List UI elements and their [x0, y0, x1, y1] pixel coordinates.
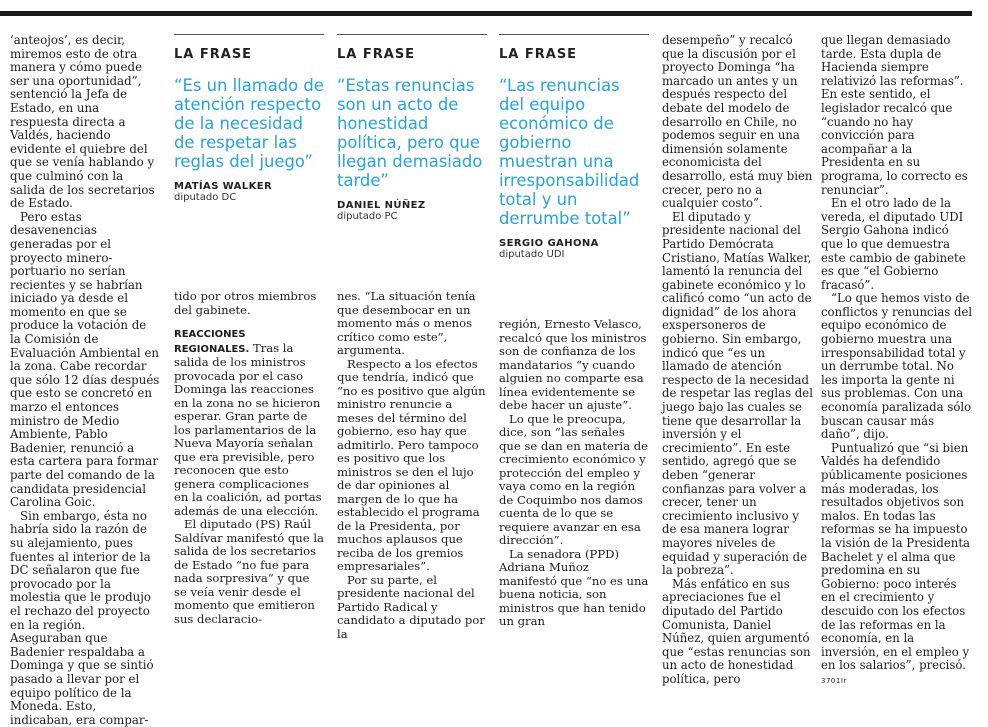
paragraph: El diputado (PS) Raúl Saldívar manifestó que la salida de los secretarios de Estado “no fue para nada sorpresiva” y que se veía venir desde el momento que emitieron sus declaracio- [174, 517, 324, 626]
paragraph-text: Tras la salida de los ministros provocada por el caso Dominga las reacciones en la zona no se hicieron esperar. Gran parte de los parlamentarios de la Nueva Mayoría señalan que era previsible, pero reconocen que esto genera complicaciones en la coalición, ad portas además de una elección. [174, 340, 322, 518]
top-rule [0, 11, 972, 16]
paragraph: La senadora (PPD) Adriana Muñoz manifestó que “no es una buena noticia, son ministros que han tenido un gran [499, 546, 649, 628]
paragraph: Por su parte, el presidente nacional del Partido Radical y candidato a diputado por la [337, 572, 485, 641]
article-column-3 [337, 290, 487, 641]
paragraph: Pero estas desavenencias generadas por el proyecto minero-portuario no serían recientes y se habrían iniciado ya desde el momento en que se produce la votación de la Comisión de Evaluación Ambiental en la zona. Cabe recordar que sólo 12 días después que esto se concretó en marzo el entonces ministro de Medio Ambiente, Pablo Badenier, renunció a esta cartera para formar parte del comando de la candidata presidencial Carolina Goic. [10, 209, 160, 510]
paragraph: Más enfático en sus apreciaciones fue el diputado del Partido Comunista, Daniel Núñez, quien argumentó que “estas renuncias son un acto de honestidad política, pero [662, 576, 811, 686]
paragraph: ‘anteojos’, es decir, miremos esto de otra manera y cómo puede ser una oportunidad”, sentenció la Jefa de Estado, en una respuesta directa a Valdés, haciendo evidente el quiebre del que se venía hablando y que culminó con la salida de los secretarios de Estado. [10, 33, 155, 211]
article-column-6 [821, 34, 973, 689]
paragraph: En el otro lado de la vereda, el diputado UDI Sergio Gahona indicó que lo que demuestra este cambio de gabinete es que “el Gobierno fracasó”. [821, 196, 966, 292]
quote-text: “Es un llamado de atención respecto de la necesidad de respetar las reglas del juego” [174, 76, 324, 171]
quote-author: DANIEL NÚÑEZ [337, 200, 426, 211]
paragraph: nes. “La situación tenía que desembocar en un momento más o menos crítico como este”, argumenta. [337, 289, 476, 357]
quote-box-nunez [337, 34, 487, 222]
quote-role: diputado DC [174, 192, 237, 203]
paragraph: desempeño” y recalcó que la discusión por el proyecto Dominga “ha marcado un antes y un después respecto del debate del modelo de desarrollo en Chile, no podemos seguir en una dimensión solamente economicista del desarrollo, está muy bien crecer, pero no a cualquier costo”. [662, 33, 813, 211]
article-column-1 [10, 34, 160, 727]
author-signature: 3701Ir [821, 676, 847, 685]
paragraph: tido por otros miembros del gabinete. [174, 289, 317, 317]
quote-text: “Las renuncias del equipo económico de gobierno muestran una irresponsabilidad total y un derrumbe total” [499, 76, 640, 228]
quote-box-gahona [499, 34, 649, 260]
paragraph [821, 442, 973, 689]
paragraph-text: Puntualizó que “si bien Valdés ha defendido públicamente posiciones más moderadas, los resultados objetivos son malos. En todas las reformas se ha impuesto la visión de la Presidenta Bachelet y el alma que predomina en su Gobierno: poco interés en el crecimiento y descuido con los efectos de las reformas en la economía, en la inversión, en el empleo y en los salarios”, precisó. [821, 440, 971, 673]
quote-box-walker [174, 34, 324, 203]
paragraph: El diputado y presidente nacional del Partido Demócrata Cristiano, Matías Walker, lamentó la renuncia del gabinete económico y lo calificó como “un acto de dignidad” de los ahora exspersoneros de gobierno. Sin embargo, indicó que “es un llamado de atención respecto de la necesidad de respetar las reglas del juego bajo las cuales se tiene que desarrollar la inversión y el crecimiento”. En este sentido, agregó que se deben “generar confianzas para volver a crecer, tener un crecimiento inclusivo y de esa manera lograr mayores niveles de equidad y superación de la pobreza”. [662, 209, 813, 578]
paragraph: que llegan demasiado tarde. Esta dupla de Hacienda siempre relativizó las reformas”. En este sentido, el legislador recalcó que “cuando no hay convicción para acompañar a la Presidenta en su programa, lo correcto es renunciar”. [821, 33, 968, 197]
quote-author: MATÍAS WALKER [174, 181, 273, 192]
paragraph: Sin embargo, ésta no habría sido la razón de su alejamiento, pues fuentes al interior de la DC señalaron que fue provocado por la molestia que le produjo el rechazo del proyecto en la región. Aseguraban que Badenier respaldaba a Dominga y que se sintió pasado a llevar por el equipo político de la Moneda. Esto, indicaban, era compar- [10, 508, 154, 727]
article-column-4 [499, 318, 649, 629]
quote-role: diputado UDI [499, 249, 565, 260]
section-subhead: REACCIONES REGIONALES. [174, 329, 250, 355]
article-column-5 [662, 34, 814, 687]
paragraph: Respecto a los efectos que tendría, indicó que “no es positivo que algún ministro renuncie a meses del término del gobierno, eso hay que admitirlo. Pero tampoco es positivo que los ministros se den el lujo de dar opiniones al margen de lo que ha establecido el programa de la Presidenta, por muchos aplausos que reciba de los gremios empresariales”. [337, 356, 486, 573]
paragraph: región, Ernesto Velasco, recalcó que los ministros son de confianza de los mandatarios “y cuando alguien no comparte esa línea evidentemente se debe hacer un ajuste”. [499, 317, 647, 412]
quote-text: “Estas renuncias son un acto de honestidad política, pero que llegan demasiado tarde” [337, 76, 483, 190]
quote-role: diputado PC [337, 211, 398, 222]
quote-label: LA FRASE [337, 34, 487, 62]
paragraph: “Lo que hemos visto de conflictos y renuncias del equipo económico de gobierno muestra una irresponsabilidad total y un derrumbe total. No les importa la gente ni sus problemas. Con una economía paralizada sólo buscan causar más daño”, dijo. [821, 291, 973, 442]
quote-label: LA FRASE [174, 34, 324, 62]
quote-author: SERGIO GAHONA [499, 238, 599, 249]
quote-label: LA FRASE [499, 34, 649, 62]
paragraph [174, 327, 324, 518]
article-column-2 [174, 290, 324, 626]
paragraph: Lo que le preocupa, dice, son “las señales que se dan en materia de crecimiento económico y protección del empleo y vaya como en la región de Coquimbo nos damos cuenta de lo que se requiere avanzar en esa dirección”. [499, 411, 648, 547]
